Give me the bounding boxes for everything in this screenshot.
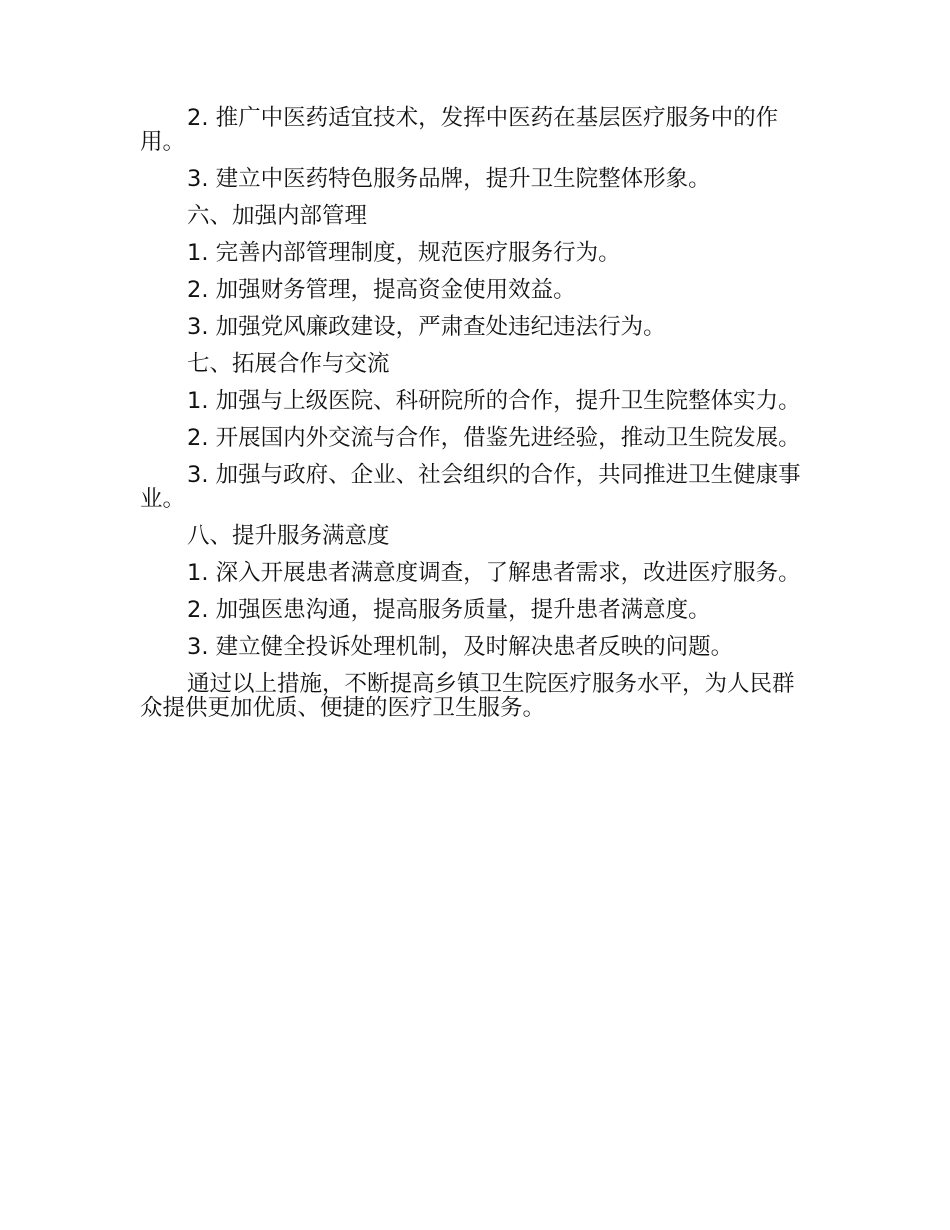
paragraph-satisfaction-survey: 1. 深入开展患者满意度调查，了解患者需求，改进医疗服务。 — [187, 560, 801, 586]
paragraph-social-cooperation: 3. 加强与政府、企业、社会组织的合作，共同推进卫生健康事业。 — [140, 462, 801, 512]
section-heading-service-satisfaction: 八、提升服务满意度 — [187, 523, 390, 549]
paragraph-complaint-mechanism: 3. 建立健全投诉处理机制，及时解决患者反映的问题。 — [187, 634, 734, 660]
paragraph-financial-management: 2. 加强财务管理，提高资金使用效益。 — [187, 277, 576, 303]
paragraph-hospital-cooperation: 1. 加强与上级医院、科研院所的合作，提升卫生院整体实力。 — [187, 388, 801, 414]
paragraph-conclusion: 通过以上措施，不断提高乡镇卫生院医疗服务水平，为人民群众提供更加优质、便捷的医疗卫生服务。 — [140, 671, 795, 721]
document-body — [140, 106, 812, 733]
paragraph-doctor-patient-communication: 2. 加强医患沟通，提高服务质量，提升患者满意度。 — [187, 597, 711, 623]
paragraph-tcm-brand: 3. 建立中医药特色服务品牌，提升卫生院整体形象。 — [187, 166, 711, 192]
paragraph-management-system: 1. 完善内部管理制度，规范医疗服务行为。 — [187, 240, 621, 266]
paragraph-international-exchange: 2. 开展国内外交流与合作，借鉴先进经验，推动卫生院发展。 — [187, 425, 801, 451]
section-heading-cooperation-exchange: 七、拓展合作与交流 — [187, 351, 390, 377]
paragraph-tcm-appropriate-technology: 2. 推广中医药适宜技术，发挥中医药在基层医疗服务中的作用。 — [140, 105, 779, 155]
paragraph-integrity-building: 3. 加强党风廉政建设，严肃查处违纪违法行为。 — [187, 314, 666, 340]
section-heading-internal-management: 六、加强内部管理 — [187, 203, 368, 229]
